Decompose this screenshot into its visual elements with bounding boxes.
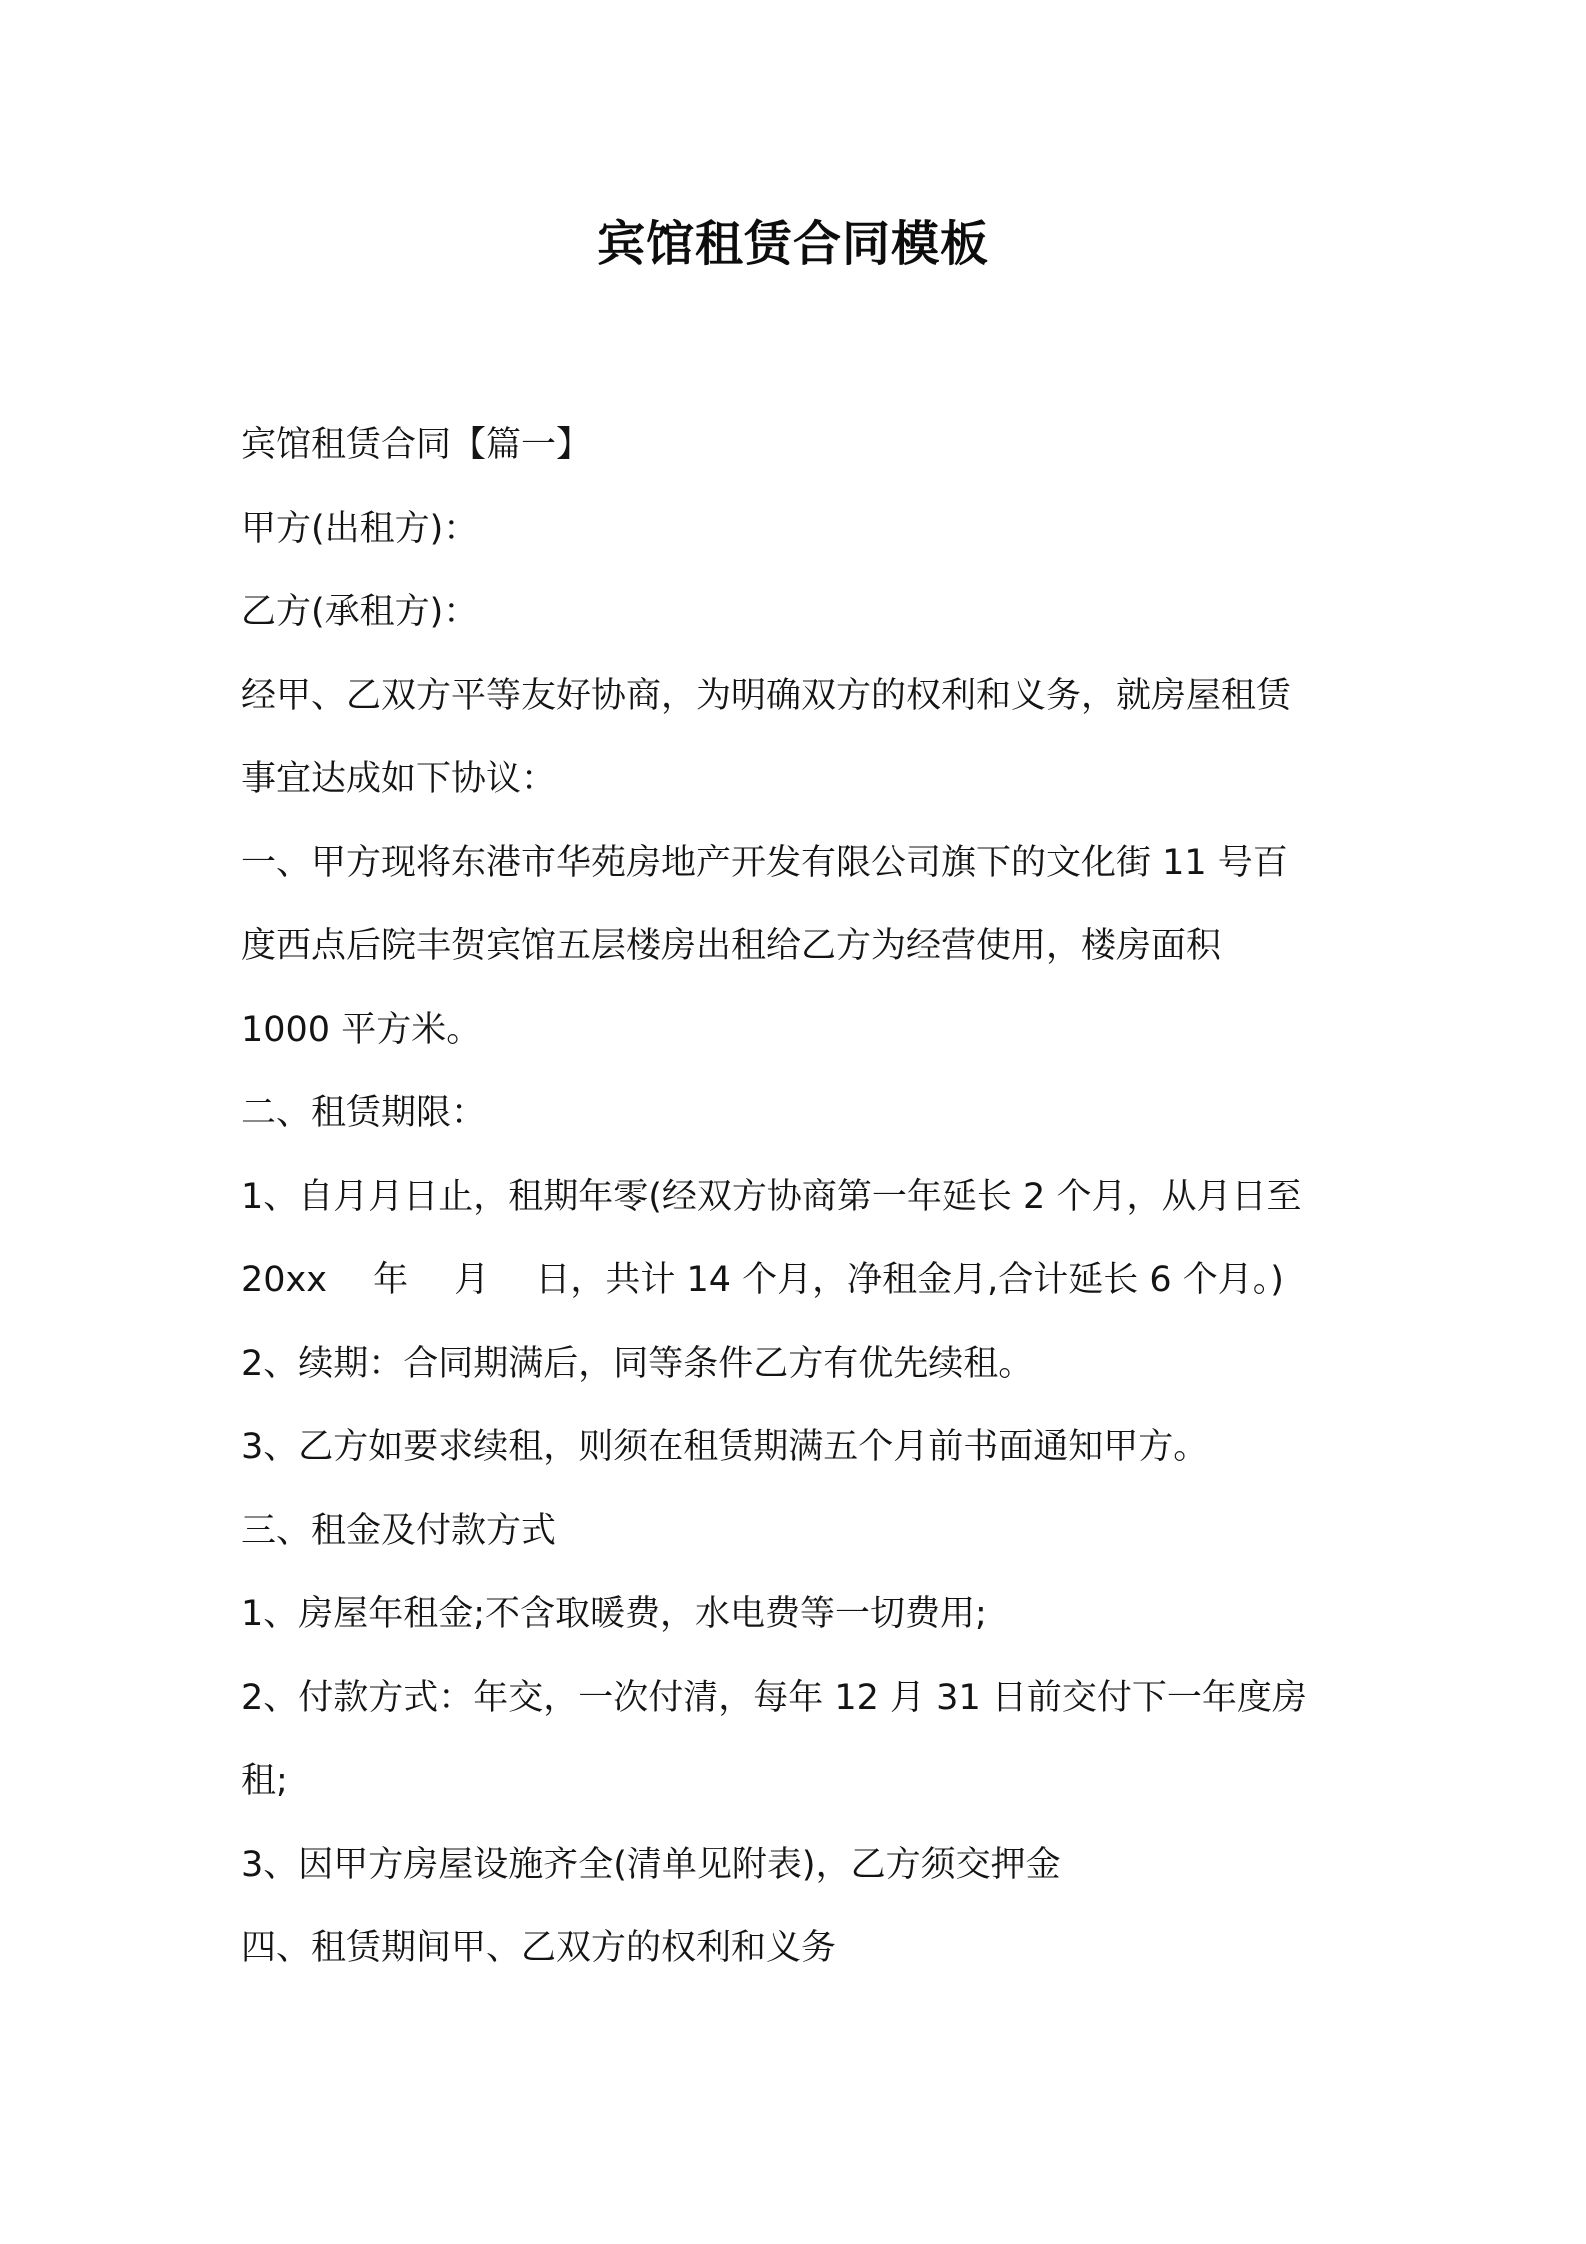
clause-three-item-2-line-2: 租; bbox=[241, 1761, 288, 1801]
clause-one-line-1: 一、甲方现将东港市华苑房地产开发有限公司旗下的文化街 11 号百 bbox=[241, 842, 1288, 883]
clause-three-item-2-line-1: 2、付款方式：年交，一次付清，每年 12 月 31 日前交付下一年度房 bbox=[241, 1677, 1307, 1718]
preamble-line-2: 事宜达成如下协议： bbox=[241, 759, 557, 799]
document-title: 宾馆租赁合同模板 bbox=[596, 216, 989, 272]
document-body bbox=[241, 404, 1361, 1991]
clause-two-heading: 二、租赁期限： bbox=[241, 1093, 487, 1133]
clause-two-item-1-line-2: 20xx 年 月 日，共计 14 个月，净租金月,合计延长 6 个月。) bbox=[241, 1260, 1284, 1300]
clause-four-heading: 四、租赁期间甲、乙双方的权利和义务 bbox=[241, 1928, 837, 1968]
section-heading-part-one: 宾馆租赁合同【篇一】 bbox=[241, 425, 592, 465]
clause-one-line-2: 度西点后院丰贺宾馆五层楼房出租给乙方为经营使用，楼房面积 bbox=[241, 926, 1222, 966]
clause-three-heading: 三、租金及付款方式 bbox=[241, 1510, 557, 1551]
party-a-line: 甲方(出租方)： bbox=[241, 508, 479, 549]
clause-two-item-2: 2、续期：合同期满后，同等条件乙方有优先续租。 bbox=[241, 1343, 1034, 1384]
preamble-line-1: 经甲、乙双方平等友好协商，为明确双方的权利和义务，就房屋租赁 bbox=[241, 675, 1292, 716]
party-b-line: 乙方(承租方)： bbox=[241, 592, 479, 632]
clause-two-item-1-line-1: 1、自月月日止，租期年零(经双方协商第一年延长 2 个月，从月日至 bbox=[241, 1176, 1302, 1217]
clause-two-item-3: 3、乙方如要求续租，则须在租赁期满五个月前书面通知甲方。 bbox=[241, 1427, 1209, 1467]
clause-three-item-3: 3、因甲方房屋设施齐全(清单见附表)，乙方须交押金 bbox=[241, 1844, 1061, 1885]
clause-three-item-1: 1、房屋年租金;不含取暖费，水电费等一切费用; bbox=[241, 1594, 987, 1634]
clause-one-line-3: 1000 平方米。 bbox=[241, 1009, 482, 1050]
